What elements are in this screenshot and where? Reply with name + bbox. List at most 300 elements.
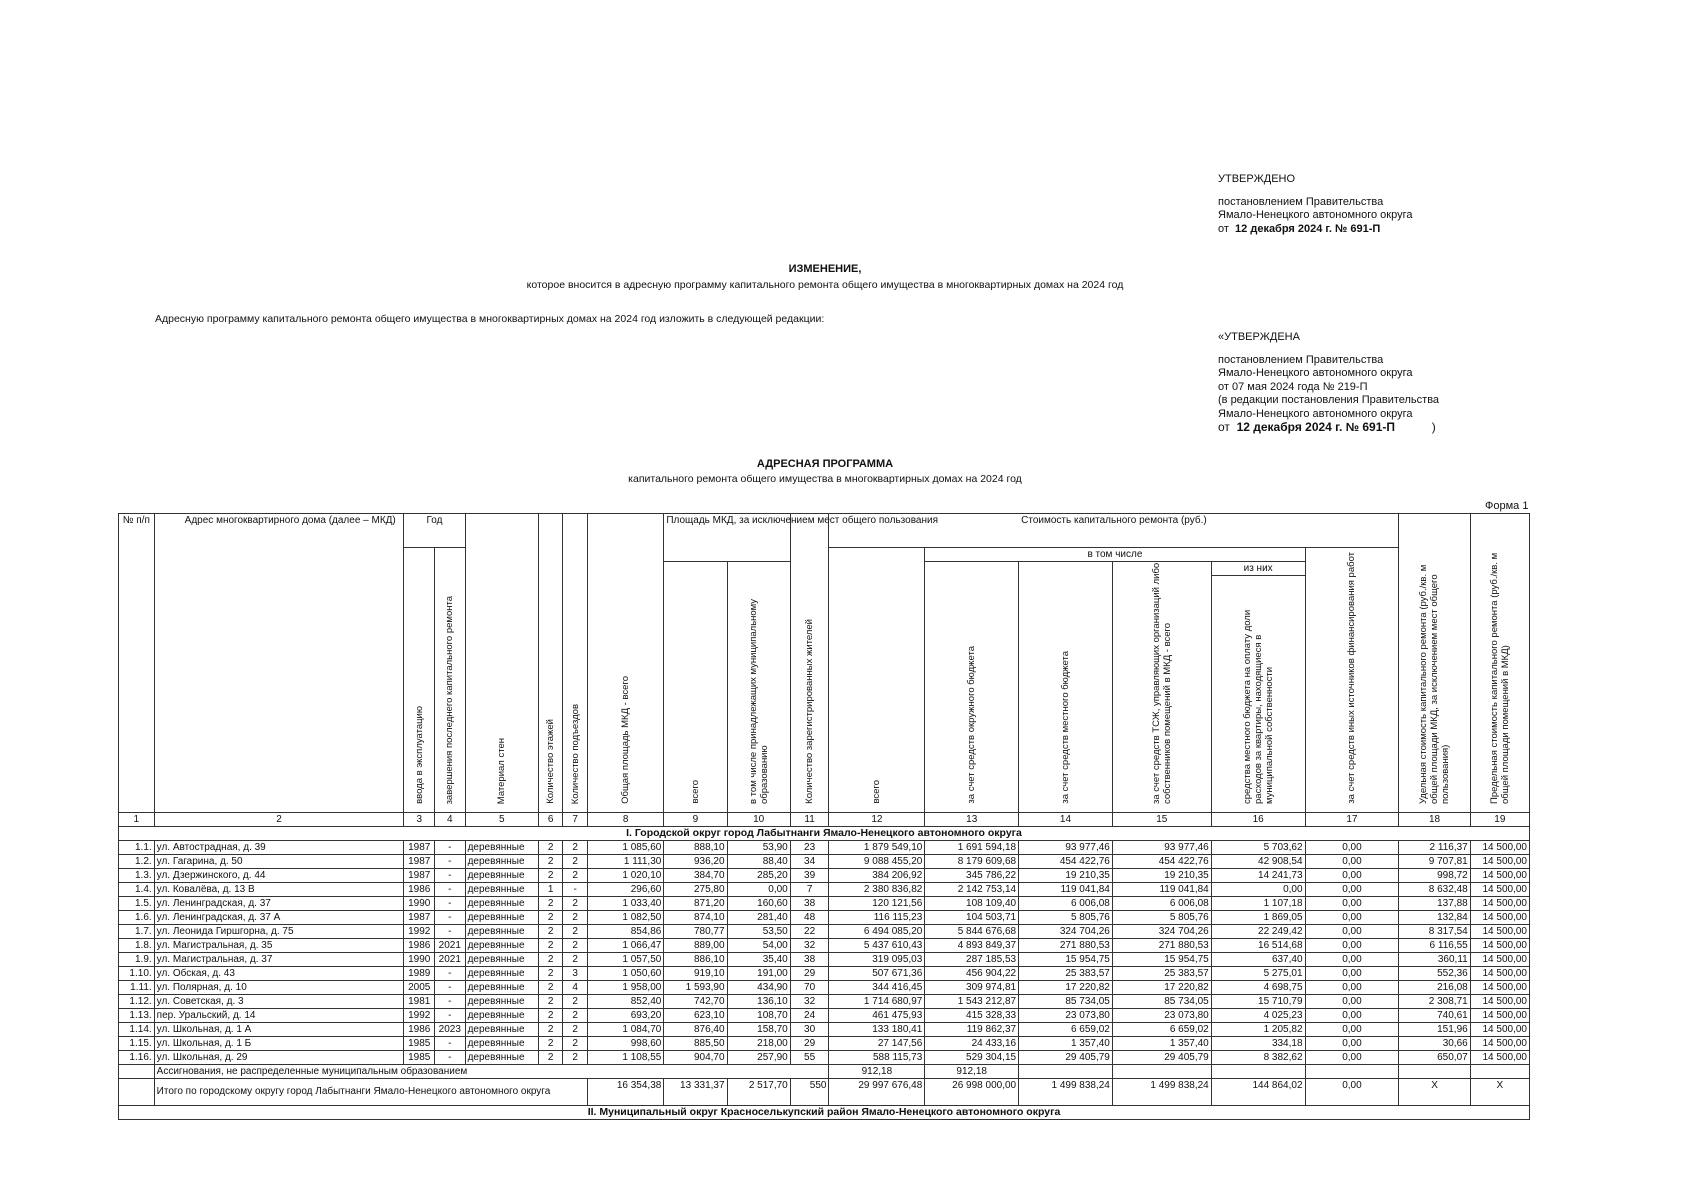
approval-line: (в редакции постановления Правительства (1218, 394, 1440, 406)
cell-limit-cost: 14 500,00 (1470, 883, 1529, 897)
cell-limit-cost: 14 500,00 (1470, 995, 1529, 1009)
cell-cost-total: 5 437 610,43 (829, 939, 925, 953)
cell-year-commission: 1987 (404, 841, 435, 855)
cell-area-all: 888,10 (664, 841, 727, 855)
cell-unit-cost: 360,11 (1399, 953, 1470, 967)
approval-line: Ямало-Ненецкого автономного округа (1218, 209, 1413, 221)
cell-limit-cost: 14 500,00 (1470, 1023, 1529, 1037)
section-row (119, 1106, 1530, 1120)
approval-block-2 (1218, 331, 1439, 435)
cell-row-num: 1.16. (119, 1051, 155, 1065)
cell-cost-municipal-share: 14 241,73 (1211, 869, 1305, 883)
total-row (119, 1079, 1530, 1106)
cell-unit-cost: 132,84 (1399, 911, 1470, 925)
cell-area-all: 885,50 (664, 1037, 727, 1051)
column-number: 6 (538, 813, 562, 827)
cell-cost-other: 0,00 (1305, 911, 1399, 925)
approval-prefix: от (1218, 420, 1230, 434)
total-cost-municipal-share: 144 864,02 (1211, 1079, 1305, 1106)
cell-area-all: 886,10 (664, 953, 727, 967)
cell-cost-owners: 271 880,53 (1112, 939, 1211, 953)
header-area-total: Общая площадь МКД - всего (620, 676, 632, 804)
cell-cost-district: 2 142 753,14 (925, 883, 1019, 897)
header-year-repair: завершения последнего капитального ремонта (444, 595, 456, 804)
cell-limit-cost: 14 500,00 (1470, 953, 1529, 967)
column-number: 18 (1399, 813, 1470, 827)
header-limit-cost: Предельная стоимость капитального ремонта (руб./кв. м общей площади помещений в МКД) (1488, 552, 1511, 804)
total-unit-cost: Х (1399, 1079, 1470, 1106)
cell-limit-cost: 14 500,00 (1470, 841, 1529, 855)
table-row (119, 1051, 1530, 1065)
cell-year-commission: 1986 (404, 1023, 435, 1037)
column-number: 5 (465, 813, 538, 827)
cell-cost-other: 0,00 (1305, 995, 1399, 1009)
cell-cost-district: 104 503,71 (925, 911, 1019, 925)
cell-cost-owners: 17 220,82 (1112, 981, 1211, 995)
change-subtitle: которое вносится в адресную программу капитального ремонта общего имущества в многоквартирных домах на 2024 год (526, 279, 1124, 291)
cell-unit-cost: 2 116,37 (1399, 841, 1470, 855)
cell-row-num: 1.8. (119, 939, 155, 953)
table-row (119, 883, 1530, 897)
program-subtitle: капитального ремонта общего имущества в многоквартирных домах на 2024 год (628, 473, 1022, 485)
cell-cost-district: 5 844 676,68 (925, 925, 1019, 939)
cell-wall-material: деревянные (465, 995, 538, 1009)
column-number: 9 (664, 813, 727, 827)
assignations-cost-district: 912,18 (925, 1065, 1019, 1079)
header-unit-cost: Удельная стоимость капитального ремонта (руб./кв. м общей площади МКД, за исключением мест общего пользования) (1418, 564, 1452, 804)
cell-cost-owners: 324 704,26 (1112, 925, 1211, 939)
cell-year-repair: 2023 (435, 1023, 466, 1037)
total-cost-local: 1 499 838,24 (1019, 1079, 1113, 1106)
table-row (119, 1009, 1530, 1023)
cell-cost-total: 344 416,45 (829, 981, 925, 995)
cell-floors: 2 (538, 911, 562, 925)
cell-year-repair: - (435, 981, 466, 995)
cell-unit-cost: 8 632,48 (1399, 883, 1470, 897)
column-number: 12 (829, 813, 925, 827)
approval-line: постановлением Правительства (1218, 353, 1384, 366)
cell-cost-total: 1 714 680,97 (829, 995, 925, 1009)
cell-cost-local: 29 405,79 (1019, 1051, 1113, 1065)
table-header (119, 514, 1530, 841)
cell-year-commission: 1985 (404, 1037, 435, 1051)
cell-cost-district: 345 786,22 (925, 869, 1019, 883)
cell-row-num: 1.5. (119, 897, 155, 911)
cell-cost-local: 271 880,53 (1019, 939, 1113, 953)
cell-address: ул. Магистральная, д. 37 (154, 953, 404, 967)
cell-floors: 2 (538, 981, 562, 995)
cell-year-repair: - (435, 967, 466, 981)
cell-cost-municipal-share: 5 703,62 (1211, 841, 1305, 855)
cell-year-commission: 1992 (404, 1009, 435, 1023)
cell-cost-total: 319 095,03 (829, 953, 925, 967)
total-area-total: 16 354,38 (587, 1079, 663, 1106)
total-cost-other: 0,00 (1305, 1079, 1399, 1106)
cell-address: ул. Школьная, д. 29 (154, 1051, 404, 1065)
cell-cost-district: 287 185,53 (925, 953, 1019, 967)
cell-wall-material: деревянные (465, 911, 538, 925)
cell-floors: 2 (538, 855, 562, 869)
cell-entrances: 2 (563, 869, 587, 883)
cell-row-num: 1.7. (119, 925, 155, 939)
section-title: I. Городской округ город Лабытнанги Ямало-Ненецкого автономного округа (119, 827, 1530, 841)
cell-year-repair: - (435, 1051, 466, 1065)
cell-entrances: 2 (563, 841, 587, 855)
header-cost-other: за счет средств иных источников финансирования работ (1346, 552, 1358, 804)
cell-area-total: 1 082,50 (587, 911, 663, 925)
table-row (119, 981, 1530, 995)
cell-unit-cost: 998,72 (1399, 869, 1470, 883)
column-number: 7 (563, 813, 587, 827)
cell-area-municipal: 158,70 (727, 1023, 790, 1037)
cell-entrances: 2 (563, 953, 587, 967)
cell-wall-material: деревянные (465, 897, 538, 911)
header-cost-group: Стоимость капитального ремонта (руб.) (829, 514, 1399, 548)
cell-year-repair: - (435, 883, 466, 897)
table-row (119, 939, 1530, 953)
cell-year-commission: 1989 (404, 967, 435, 981)
cell-cost-other: 0,00 (1305, 883, 1399, 897)
cell-unit-cost: 137,88 (1399, 897, 1470, 911)
total-residents: 550 (790, 1079, 829, 1106)
cell-cost-other: 0,00 (1305, 855, 1399, 869)
cell-cost-local: 119 041,84 (1019, 883, 1113, 897)
cell-entrances: 2 (563, 1009, 587, 1023)
cell-area-municipal: 281,40 (727, 911, 790, 925)
cell-limit-cost: 14 500,00 (1470, 1009, 1529, 1023)
cell-cost-local: 6 659,02 (1019, 1023, 1113, 1037)
cell-cost-total: 1 879 549,10 (829, 841, 925, 855)
cell-year-repair: - (435, 1037, 466, 1051)
cell-cost-total: 9 088 455,20 (829, 855, 925, 869)
cell-year-repair: 2021 (435, 939, 466, 953)
cell-entrances: 2 (563, 855, 587, 869)
cell-row-num: 1.11. (119, 981, 155, 995)
cell-entrances: 2 (563, 925, 587, 939)
cell-area-municipal: 218,00 (727, 1037, 790, 1051)
cell-cost-municipal-share: 0,00 (1211, 883, 1305, 897)
cell-address: ул. Ковалёва, д. 13 В (154, 883, 404, 897)
cell-area-total: 1 958,00 (587, 981, 663, 995)
cell-area-municipal: 88,40 (727, 855, 790, 869)
cell-area-total: 296,60 (587, 883, 663, 897)
cell-cost-other: 0,00 (1305, 1051, 1399, 1065)
header-area-group: Площадь МКД, за исключением мест общего пользования (664, 514, 790, 562)
program-table (118, 513, 1530, 1120)
cell-floors: 2 (538, 1037, 562, 1051)
cell-floors: 2 (538, 897, 562, 911)
cell-cost-total: 27 147,56 (829, 1037, 925, 1051)
cell-year-commission: 1990 (404, 897, 435, 911)
approval-line: постановлением Правительства (1218, 195, 1384, 208)
column-number: 19 (1470, 813, 1529, 827)
cell-area-total: 1 033,40 (587, 897, 663, 911)
total-cost-district: 26 998 000,00 (925, 1079, 1019, 1106)
cell-residents: 30 (790, 1023, 829, 1037)
cell-cost-district: 309 974,81 (925, 981, 1019, 995)
cell-cost-owners: 23 073,80 (1112, 1009, 1211, 1023)
table-row (119, 841, 1530, 855)
cell-area-all: 919,10 (664, 967, 727, 981)
cell-area-municipal: 0,00 (727, 883, 790, 897)
cell-residents: 29 (790, 967, 829, 981)
cell-area-total: 1 057,50 (587, 953, 663, 967)
header-of-them: из них (1211, 562, 1305, 576)
cell-unit-cost: 30,66 (1399, 1037, 1470, 1051)
cell-year-repair: - (435, 911, 466, 925)
column-number: 16 (1211, 813, 1305, 827)
cell-unit-cost: 650,07 (1399, 1051, 1470, 1065)
cell-area-all: 780,77 (664, 925, 727, 939)
cell-cost-total: 507 671,36 (829, 967, 925, 981)
cell-cost-other: 0,00 (1305, 939, 1399, 953)
column-number: 15 (1112, 813, 1211, 827)
cell-year-commission: 1985 (404, 1051, 435, 1065)
cell-limit-cost: 14 500,00 (1470, 897, 1529, 911)
cell-entrances: 2 (563, 1037, 587, 1051)
assignations-label: Ассигнования, не распределенные муниципальным образованием (154, 1065, 829, 1079)
cell-cost-other: 0,00 (1305, 981, 1399, 995)
column-number-row (119, 813, 1530, 827)
cell-cost-other: 0,00 (1305, 967, 1399, 981)
cell-entrances: - (563, 883, 587, 897)
table-row (119, 1037, 1530, 1051)
cell-row-num: 1.4. (119, 883, 155, 897)
approval-prefix: от (1218, 222, 1229, 235)
cell-area-municipal: 136,10 (727, 995, 790, 1009)
cell-cost-owners: 454 422,76 (1112, 855, 1211, 869)
cell-wall-material: деревянные (465, 869, 538, 883)
header-cost-district: за счет средств окружного бюджета (966, 646, 978, 804)
cell-year-repair: - (435, 897, 466, 911)
approval-title: «УТВЕРЖДЕНА (1218, 331, 1300, 343)
cell-limit-cost: 14 500,00 (1470, 855, 1529, 869)
cell-area-all: 1 593,90 (664, 981, 727, 995)
cell-wall-material: деревянные (465, 939, 538, 953)
cell-cost-total: 2 380 836,82 (829, 883, 925, 897)
section-title: II. Муниципальный округ Красноселькупский район Ямало-Ненецкого автономного округа (119, 1106, 1530, 1120)
cell-cost-total: 384 206,92 (829, 869, 925, 883)
cell-cost-municipal-share: 4 025,23 (1211, 1009, 1305, 1023)
cell-address: ул. Гагарина, д. 50 (154, 855, 404, 869)
header-num: № п/п (119, 514, 155, 813)
cell-area-total: 1 084,70 (587, 1023, 663, 1037)
cell-cost-municipal-share: 42 908,54 (1211, 855, 1305, 869)
cell-cost-municipal-share: 15 710,79 (1211, 995, 1305, 1009)
cell-cost-municipal-share: 5 275,01 (1211, 967, 1305, 981)
cell-area-all: 275,80 (664, 883, 727, 897)
cell-limit-cost: 14 500,00 (1470, 869, 1529, 883)
cell-cost-total: 588 115,73 (829, 1051, 925, 1065)
cell-cost-owners: 119 041,84 (1112, 883, 1211, 897)
cell-cost-owners: 1 357,40 (1112, 1037, 1211, 1051)
cell-area-municipal: 285,20 (727, 869, 790, 883)
cell-wall-material: деревянные (465, 1051, 538, 1065)
cell-area-all: 623,10 (664, 1009, 727, 1023)
table-row (119, 897, 1530, 911)
header-address: Адрес многоквартирного дома (далее – МКД) (154, 514, 404, 813)
cell-row-num: 1.9. (119, 953, 155, 967)
cell-limit-cost: 14 500,00 (1470, 939, 1529, 953)
section-row (119, 827, 1530, 841)
approval-date: 12 декабря 2024 г. № 691-П (1236, 420, 1395, 434)
cell-wall-material: деревянные (465, 841, 538, 855)
cell-limit-cost: 14 500,00 (1470, 1037, 1529, 1051)
cell-unit-cost: 151,96 (1399, 1023, 1470, 1037)
cell-cost-total: 6 494 085,20 (829, 925, 925, 939)
table-row (119, 953, 1530, 967)
cell-entrances: 2 (563, 1051, 587, 1065)
cell-cost-district: 1 543 212,87 (925, 995, 1019, 1009)
cell-area-municipal: 53,90 (727, 841, 790, 855)
cell-cost-local: 25 383,57 (1019, 967, 1113, 981)
cell-residents: 55 (790, 1051, 829, 1065)
table-row (119, 1023, 1530, 1037)
cell-wall-material: деревянные (465, 1023, 538, 1037)
cell-year-commission: 1990 (404, 953, 435, 967)
assignations-row (119, 1065, 1530, 1079)
cell-limit-cost: 14 500,00 (1470, 911, 1529, 925)
total-area-municipal: 2 517,70 (727, 1079, 790, 1106)
cell-cost-local: 19 210,35 (1019, 869, 1113, 883)
column-number: 11 (790, 813, 829, 827)
cell-residents: 22 (790, 925, 829, 939)
cell-area-total: 854,86 (587, 925, 663, 939)
cell-year-commission: 1992 (404, 925, 435, 939)
cell-limit-cost: 14 500,00 (1470, 925, 1529, 939)
cell-area-all: 936,20 (664, 855, 727, 869)
cell-cost-owners: 93 977,46 (1112, 841, 1211, 855)
cell-floors: 2 (538, 925, 562, 939)
cell-cost-owners: 25 383,57 (1112, 967, 1211, 981)
cell-entrances: 2 (563, 995, 587, 1009)
approval-suffix: ) (1431, 420, 1436, 434)
cell-year-commission: 1987 (404, 855, 435, 869)
cell-cost-owners: 5 805,76 (1112, 911, 1211, 925)
cell-wall-material: деревянные (465, 1037, 538, 1051)
cell-cost-total: 133 180,41 (829, 1023, 925, 1037)
cell-row-num: 1.1. (119, 841, 155, 855)
header-cost-municipal-share: средства местного бюджета на оплату доли расходов за квартиры, находящиеся в муниципальной собственности (1241, 609, 1275, 804)
cell-year-repair: - (435, 855, 466, 869)
cell-year-commission: 1986 (404, 939, 435, 953)
cell-wall-material: деревянные (465, 967, 538, 981)
cell-wall-material: деревянные (465, 953, 538, 967)
table-row (119, 911, 1530, 925)
cell-floors: 1 (538, 883, 562, 897)
cell-address: ул. Школьная, д. 1 А (154, 1023, 404, 1037)
cell-cost-total: 116 115,23 (829, 911, 925, 925)
cell-area-all: 876,40 (664, 1023, 727, 1037)
cell-residents: 32 (790, 939, 829, 953)
cell-unit-cost: 216,08 (1399, 981, 1470, 995)
cell-cost-other: 0,00 (1305, 869, 1399, 883)
cell-residents: 29 (790, 1037, 829, 1051)
cell-floors: 2 (538, 953, 562, 967)
cell-floors: 2 (538, 1051, 562, 1065)
cell-entrances: 3 (563, 967, 587, 981)
cell-cost-other: 0,00 (1305, 841, 1399, 855)
header-year: Год (404, 514, 465, 548)
header-cost-owners: за счет средств ТСЖ, управляющих организаций либо собственников помещений в МКД - всего (1150, 562, 1173, 804)
cell-year-repair: - (435, 1009, 466, 1023)
total-cost-owners: 1 499 838,24 (1112, 1079, 1211, 1106)
assignations-cost-total: 912,18 (829, 1065, 925, 1079)
cell-cost-local: 17 220,82 (1019, 981, 1113, 995)
cell-cost-local: 15 954,75 (1019, 953, 1113, 967)
cell-residents: 34 (790, 855, 829, 869)
cell-cost-other: 0,00 (1305, 925, 1399, 939)
cell-year-repair: - (435, 841, 466, 855)
cell-row-num: 1.12. (119, 995, 155, 1009)
cell-residents: 70 (790, 981, 829, 995)
approval-date: 12 декабря 2024 г. № 691-П (1235, 222, 1381, 235)
cell-address: ул. Ленинградская, д. 37 (154, 897, 404, 911)
cell-cost-district: 4 893 849,37 (925, 939, 1019, 953)
cell-row-num: 1.15. (119, 1037, 155, 1051)
header-cost-local: за счет средств местного бюджета (1059, 651, 1071, 804)
form-label: Форма 1 (1485, 500, 1529, 512)
cell-cost-other: 0,00 (1305, 1009, 1399, 1023)
cell-cost-other: 0,00 (1305, 1023, 1399, 1037)
column-number: 8 (587, 813, 663, 827)
table-row (119, 869, 1530, 883)
cell-residents: 39 (790, 869, 829, 883)
cell-area-total: 1 111,30 (587, 855, 663, 869)
table-row (119, 967, 1530, 981)
cell-cost-municipal-share: 4 698,75 (1211, 981, 1305, 995)
cell-year-repair: - (435, 869, 466, 883)
cell-cost-other: 0,00 (1305, 953, 1399, 967)
cell-area-municipal: 434,90 (727, 981, 790, 995)
header-including: в том числе (925, 548, 1305, 562)
cell-entrances: 2 (563, 897, 587, 911)
cell-cost-municipal-share: 1 107,18 (1211, 897, 1305, 911)
cell-year-commission: 2005 (404, 981, 435, 995)
cell-floors: 2 (538, 967, 562, 981)
column-number: 10 (727, 813, 790, 827)
cell-unit-cost: 552,36 (1399, 967, 1470, 981)
cell-area-total: 1 066,47 (587, 939, 663, 953)
cell-cost-local: 454 422,76 (1019, 855, 1113, 869)
approval-title: УТВЕРЖДЕНО (1218, 173, 1296, 185)
table-footer (119, 1065, 1530, 1120)
cell-floors: 2 (538, 995, 562, 1009)
header-residents: Количество зарегистрированных жителей (804, 619, 816, 804)
cell-area-municipal: 54,00 (727, 939, 790, 953)
header-year-commission: ввода в эксплуатацию (413, 706, 425, 804)
cell-cost-other: 0,00 (1305, 1037, 1399, 1051)
cell-floors: 2 (538, 1023, 562, 1037)
cell-year-repair: - (435, 995, 466, 1009)
cell-cost-local: 6 006,08 (1019, 897, 1113, 911)
cell-cost-local: 93 977,46 (1019, 841, 1113, 855)
cell-cost-municipal-share: 8 382,62 (1211, 1051, 1305, 1065)
cell-area-all: 742,70 (664, 995, 727, 1009)
table-row (119, 925, 1530, 939)
cell-residents: 38 (790, 953, 829, 967)
column-number: 14 (1019, 813, 1113, 827)
cell-limit-cost: 14 500,00 (1470, 1051, 1529, 1065)
header-material: Материал стен (496, 737, 508, 804)
cell-limit-cost: 14 500,00 (1470, 967, 1529, 981)
header-entrances: Количество подъездов (569, 703, 581, 804)
approval-line: от 07 мая 2024 года № 219-П (1218, 380, 1368, 393)
column-number: 2 (154, 813, 404, 827)
cell-area-total: 852,40 (587, 995, 663, 1009)
cell-wall-material: деревянные (465, 925, 538, 939)
cell-cost-municipal-share: 22 249,42 (1211, 925, 1305, 939)
